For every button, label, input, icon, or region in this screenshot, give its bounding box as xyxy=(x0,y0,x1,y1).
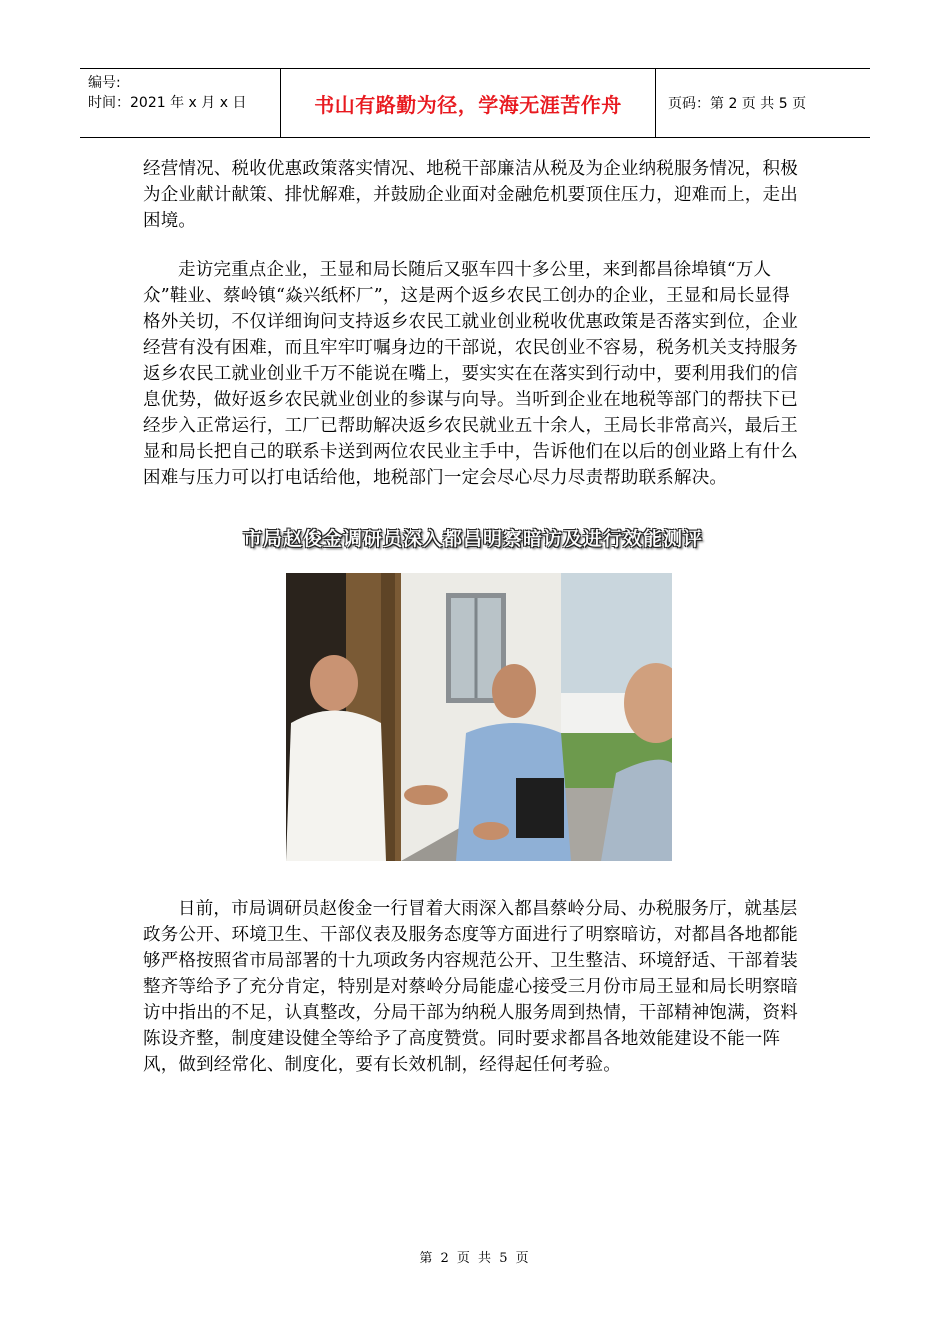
header-meta-cell xyxy=(80,69,280,137)
header-table xyxy=(80,68,870,138)
doc-time-label: 时间：2021 年 x 月 x 日 xyxy=(88,95,247,111)
section-subheading: 市局赵俊金调研员深入都昌明察暗访及进行效能测评 xyxy=(242,528,703,550)
paragraph-visit: 走访完重点企业，王显和局长随后又驱车四十多公里，来到都昌徐埠镇“万人众”鞋业、蔡岭镇“焱兴纸杯厂”，这是两个返乡农民工创办的企业，王显和局长显得格外关切，不仅详细询问支持返乡农民工就业创业税收优惠政策是否落实到位，企业经营有没有困难，而且牢牢叮嘱身边的干部说，农民创业不容易，税务机关支持服务返乡农民工就业创业千万不能说在嘴上，要实实在在落实到行动中，要利用我们的信息优势，做好返乡农民就业创业的参谋与向导。当听到企业在地税等部门的帮扶下已经步入正常运行，工厂已帮助解决返乡农民就业五十余人，王局长非常高兴，最后王显和局长把自己的联系卡送到两位农民业主手中，告诉他们在以后的创业路上有什么困难与压力可以打电话给他，地税部门一定会尽心尽力尽责帮助联系解决。 xyxy=(143,260,798,488)
paragraph-inspection: 日前，市局调研员赵俊金一行冒着大雨深入都昌蔡岭分局、办税服务厅，就基层政务公开、环境卫生、干部仪表及服务态度等方面进行了明察暗访，对都昌各地都能够严格按照省市局部署的十九项政务内容规范公开、卫生整洁、环境舒适、干部着装整齐等给予了充分肯定，特别是对蔡岭分局能虚心接受三月份市局王显和局长明察暗访中指出的不足，认真整改，分局干部为纳税人服务周到热情，干部精神饱满，资料陈设齐整，制度建设健全等给予了高度赞赏。同时要求都昌各地效能建设不能一阵风，做到经常化、制度化，要有长效机制，经得起任何考验。 xyxy=(143,899,798,1075)
doc-number-label: 编号: xyxy=(88,75,121,91)
header-motto: 书山有路勤为径，学海无涯苦作舟 xyxy=(280,69,656,137)
header-page-info: 页码：第 2 页 共 5 页 xyxy=(668,96,807,112)
photo-handshake xyxy=(286,573,672,861)
page-footer: 第 2 页 共 5 页 xyxy=(419,1251,531,1266)
paragraph-continuation: 经营情况、税收优惠政策落实情况、地税干部廉洁从税及为企业纳税服务情况，积极为企业献计献策、排忧解难，并鼓励企业面对金融危机要顶住压力，迎难而上，走出困境。 xyxy=(143,159,798,231)
